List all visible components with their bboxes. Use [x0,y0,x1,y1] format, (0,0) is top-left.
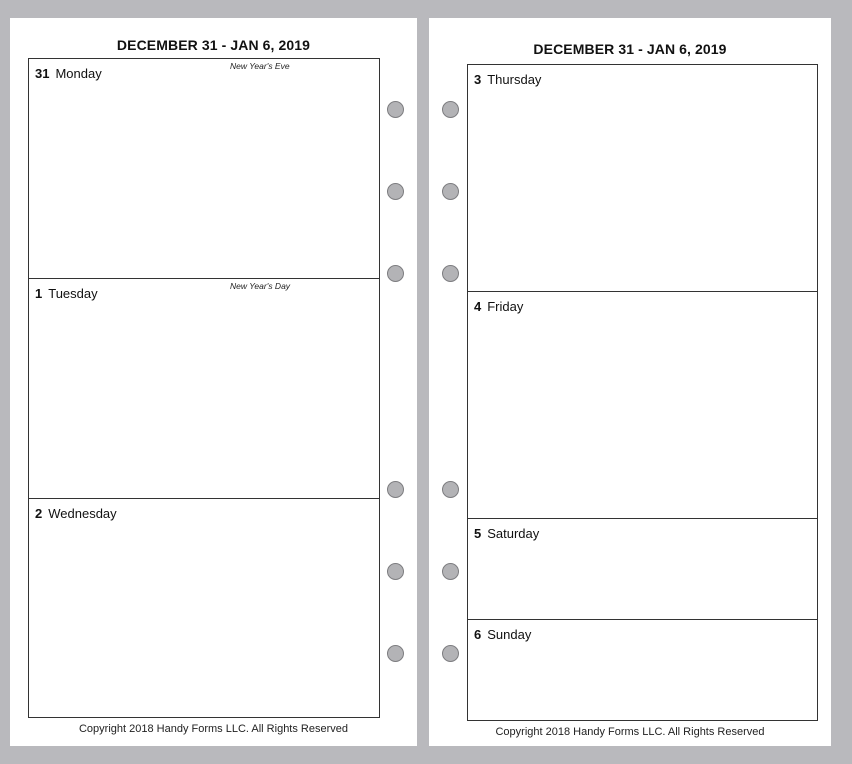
copyright-text-left: Copyright 2018 Handy Forms LLC. All Rights Reserved [78,723,348,735]
binder-hole-icon [387,265,404,282]
right-planner-page [429,18,831,746]
day-name: Sunday [487,627,532,642]
day-name: Wednesday [48,506,117,521]
day-box-monday[interactable] [29,59,379,279]
binder-hole-icon [442,645,459,662]
day-name: Tuesday [48,286,98,301]
right-day-grid [467,64,818,721]
binder-hole-icon [442,563,459,580]
day-number: 1 [35,286,43,301]
binder-hole-icon [442,481,459,498]
binder-hole-icon [387,563,404,580]
left-planner-page [10,18,417,746]
binder-hole-icon [387,481,404,498]
holiday-note: New Year's Day [230,281,291,291]
day-box-thursday[interactable] [468,65,817,292]
day-name: Friday [487,299,524,314]
day-box-wednesday[interactable] [29,499,379,717]
left-day-grid [28,58,380,718]
day-name: Thursday [487,72,542,87]
week-title-left: DECEMBER 31 - JAN 6, 2019 [116,37,311,53]
day-box-tuesday[interactable] [29,279,379,499]
day-name: Monday [55,66,102,81]
day-number: 4 [474,299,482,314]
binder-hole-icon [387,101,404,118]
binder-hole-icon [387,645,404,662]
copyright-text-right: Copyright 2018 Handy Forms LLC. All Rights Reserved [495,726,765,738]
binder-hole-icon [442,265,459,282]
binder-hole-icon [442,183,459,200]
day-number: 3 [474,72,482,87]
day-box-sunday[interactable] [468,620,817,720]
day-number: 31 [35,66,50,81]
day-number: 2 [35,506,43,521]
day-box-saturday[interactable] [468,519,817,620]
day-number: 6 [474,627,482,642]
day-number: 5 [474,526,482,541]
day-name: Saturday [487,526,540,541]
week-title-right: DECEMBER 31 - JAN 6, 2019 [533,41,727,57]
binder-hole-icon [387,183,404,200]
holiday-note: New Year's Eve [230,61,290,71]
binder-hole-icon [442,101,459,118]
day-box-friday[interactable] [468,292,817,519]
